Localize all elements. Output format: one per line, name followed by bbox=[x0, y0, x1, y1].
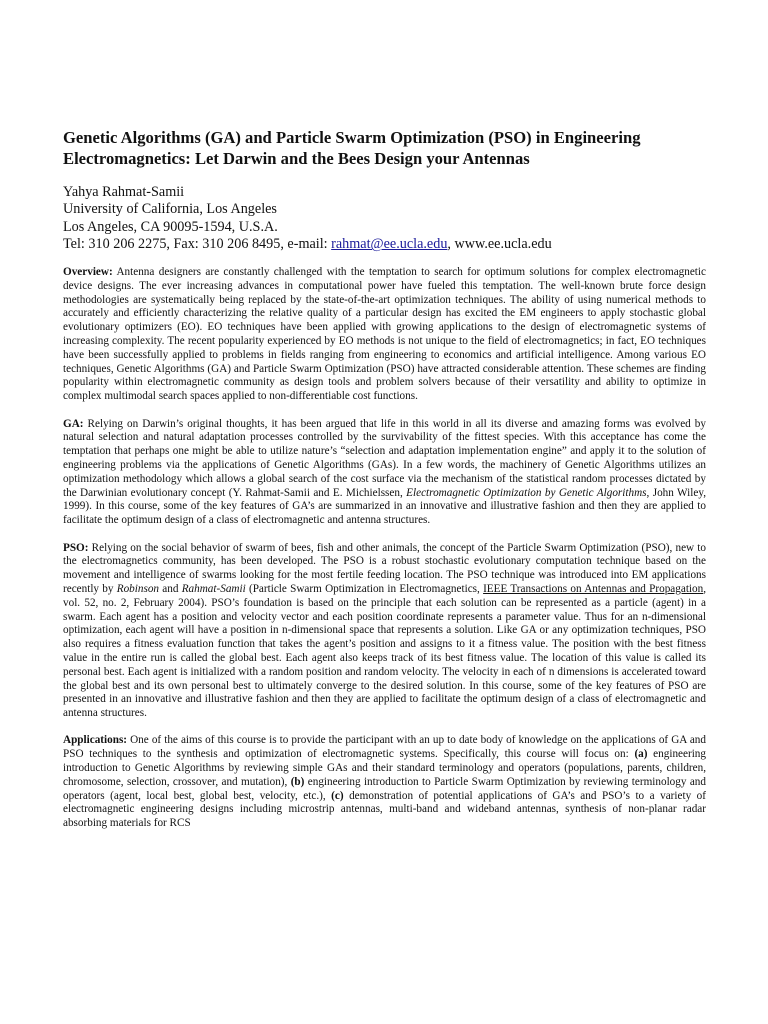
ga-heading: GA: bbox=[63, 417, 84, 430]
contact-website: , www.ee.ucla.edu bbox=[447, 236, 552, 253]
contact-phone-fax: Tel: 310 206 2275, Fax: 310 206 8495, e-mail: bbox=[63, 236, 332, 253]
ga-paragraph bbox=[63, 418, 706, 528]
applications-label-c: (c) bbox=[331, 789, 344, 802]
applications-heading: Applications: bbox=[63, 734, 128, 747]
title-line-1: Genetic Algorithms (GA) and Particle Swarm Optimization (PSO) in Engineering bbox=[63, 128, 641, 147]
applications-text-a: engineering introduction to Genetic Algorithms by reviewing simple GAs and their standard terminology and operators (populations, parents, children, chromosome, selection, crossover, and mutation), bbox=[63, 748, 706, 788]
author-name: Yahya Rahmat-Samii bbox=[63, 184, 185, 200]
overview-heading: Overview: bbox=[63, 266, 113, 278]
email-link[interactable]: rahmat@ee.ucla.edu bbox=[331, 236, 448, 253]
author-block bbox=[63, 184, 713, 254]
pso-journal-title: IEEE Transactions on Antennas and Propagation bbox=[483, 582, 704, 595]
pso-and: and bbox=[159, 582, 182, 595]
ga-text-1: Relying on Darwin’s original thoughts, it has been argued that life in this world in all its diverse and amazing forms was evolved by natural selection and natural adaptation processes controlled by the survivability of the fittest species. With this acceptance has come the temptation that perhaps one might be able to utilize nature’s “selection and adaptation implementation engine” and apply it to the solution of engineering problems via the applications of Genetic Algorithms (GAs). In a few words, the machinery of Genetic Algorithms utilizes an optimization methodology which allows a global search of the cost surface via the mechanism of the statistical random processes dictated by the Darwinian evolutionary concept (Y. Rahmat-Samii and E. Michielssen, bbox=[63, 417, 706, 499]
author-affiliation: University of California, Los Angeles bbox=[63, 201, 277, 218]
applications-paragraph bbox=[63, 734, 706, 831]
ga-book-title: Electromagnetic Optimization by Genetic Algorithms bbox=[406, 486, 647, 499]
author-contact bbox=[63, 236, 713, 253]
author-address: Los Angeles, CA 90095-1594, U.S.A. bbox=[63, 218, 278, 235]
ga-text-2: , John Wiley, 1999). In this course, some of the key features of GA’s are summarized in an innovative and illustrative fashion and then they are applied to facilitate the optimum design of a class of electromagnetic and antenna structures. bbox=[63, 486, 706, 527]
applications-text-1: One of the aims of this course is to provide the participant with an up to date body of knowledge on the applications of GA and PSO techniques to the synthesis and optimization of electromagnetic systems. Specifically, this course will focus on: bbox=[63, 734, 706, 761]
pso-heading: PSO: bbox=[63, 541, 89, 554]
pso-paragraph bbox=[63, 542, 706, 721]
pso-text-2: (Particle Swarm Optimization in Electromagnetics, bbox=[245, 582, 484, 595]
pso-text-3: , vol. 52, no. 2, February 2004). PSO’s foundation is based on the principle that each solution can be represented as a particle (agent) in a swarm. Each agent has a position and velocity vector and each position coordinate represents a parameter value. Thus for an n-dimensional optimization, each agent will have a position in n-dimensional space that represents a solution. Like GA or any optimization techniques, PSO also requires a fitness evaluation function that takes the agent’s position and assigns to it a fitness value. The position with the best fitness value in the entire run is called the global best. Each agent also keeps track of its best fitness value. The location of this value is called its personal best. Each agent is initialized with a random position and random velocity. The velocity in each of n dimensions is accelerated toward the global best and its own personal best to ultimately converge to the desired solution. In this course, some of the key features of PSO are presented in an innovative and illustrative fashion and then they are applied to facilitate the optimum design of a class of electromagnetic and antenna structures. bbox=[63, 582, 707, 720]
paper-title bbox=[63, 127, 713, 169]
pso-text-1: Relying on the social behavior of swarm of bees, fish and other animals, the concept of the Particle Swarm Optimization (PSO), new to the electromagnetics community, has been developed. The PSO is a robust stochastic evolutionary computation technique based on the movement and intelligence of swarms looking for the most fertile feeding location. The PSO technique was introduced into EM applications recently by bbox=[63, 541, 706, 595]
pso-author-2: Rahmat-Samii bbox=[181, 582, 246, 595]
overview-text: Antenna designers are constantly challenged with the temptation to search for optimum solutions for complex electromagnetic device designs. The ever increasing advances in computational power have fueled this temptation. The well-known brute force design methodologies are systematically being replaced by the state-of-the-art optimization techniques. The ability of using numerical methods to accurately and efficiently characterizing the relative quality of a particular design has excited the EM engineers to apply stochastic global evolutionary optimizers (EO). EO techniques have been applied with growing applications to the design of electromagnetic systems of increasing complexity. The recent popularity experienced by EO methods is not unique to the field of electromagnetics; in fact, EO techniques have been successfully applied to problems in fields ranging from engineering to economics and artificial intelligence. Among various EO techniques, Genetic Algorithms (GA) and Particle Swarm Optimization (PSO) have attracted considerable attention. These schemes are finding popularity within electromagnetic community as design tools and problem solvers because of their versatility and ability to optimize in complex multimodal search spaces applied to non-differentiable cost functions. bbox=[63, 266, 706, 403]
overview-paragraph bbox=[63, 266, 706, 404]
pso-author-1: Robinson bbox=[116, 582, 160, 595]
applications-text-c: demonstration of potential applications of GA’s and PSO’s to a variety of electromagnetic engineering designs including microstrip antennas, multi-band and wideband antennas, synthesis of non-planar radar absorbing materials for RCS bbox=[63, 789, 706, 830]
document-body bbox=[63, 266, 706, 845]
applications-text-b: engineering introduction to Particle Swarm Optimization by reviewing terminology and operators (agent, local best, global best, velocity, etc.), bbox=[63, 775, 706, 802]
applications-label-b: (b) bbox=[290, 775, 305, 788]
title-line-2: Electromagnetics: Let Darwin and the Bees Design your Antennas bbox=[63, 149, 530, 168]
applications-label-a: (a) bbox=[634, 748, 648, 761]
